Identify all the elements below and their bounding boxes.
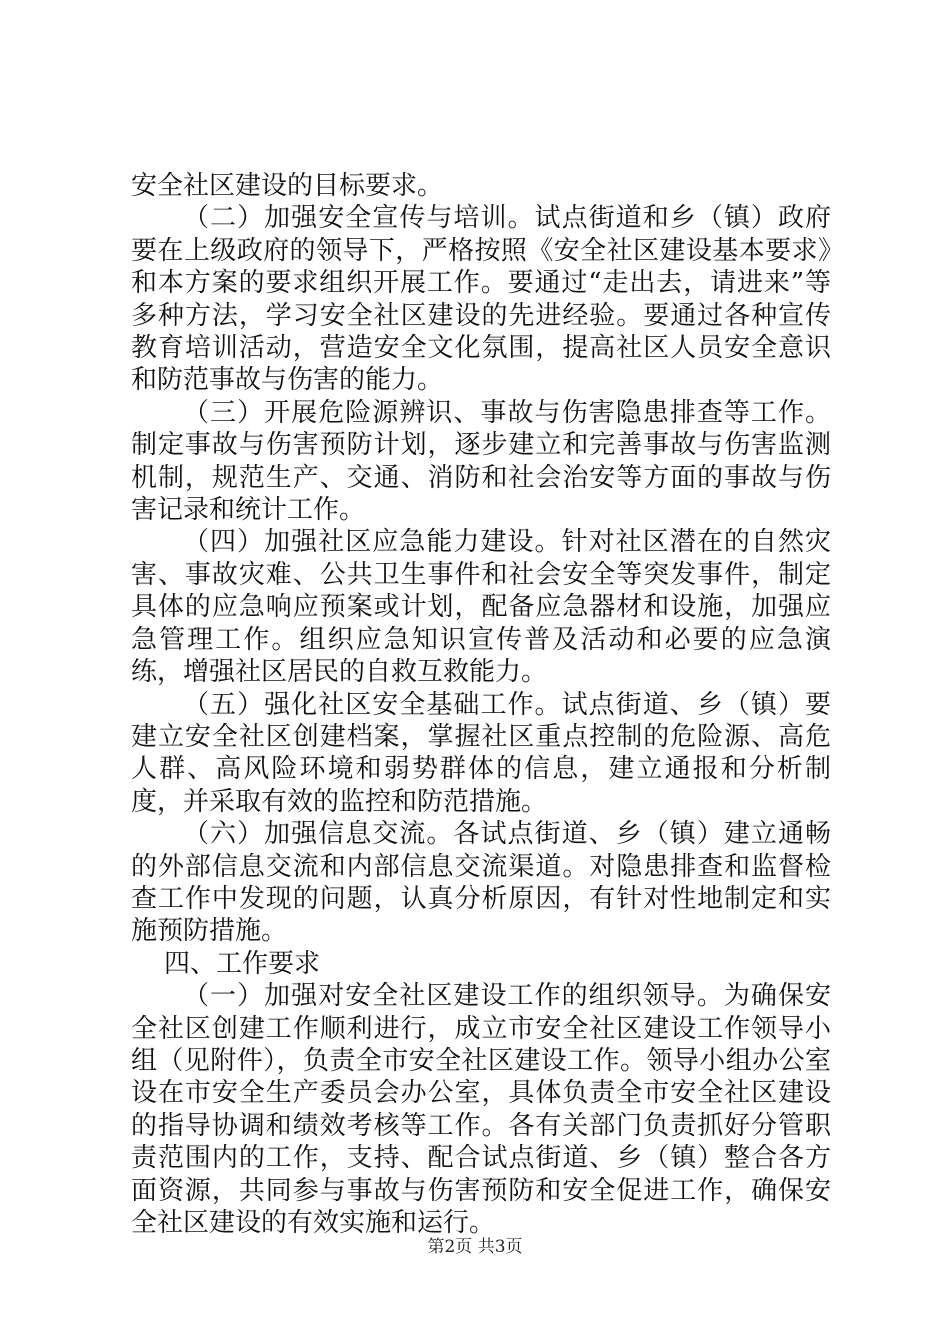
paragraph-organizational-leadership: （一）加强对安全社区建设工作的组织领导。为确保安全社区创建工作顺利进行，成立市安全社区建设工作领导小组（见附件），负责全市安全社区建设工作。领导小组办公室设在市安全生产委员会办公室，具体负责全市安全社区建设的指导协调和绩效考核等工作。各有关部门负责抓好分管职责范围内的工作，支持、配合试点街道、乡（镇）整合各方面资源，共同参与事故与伤害预防和安全促进工作，确保安全社区建设的有效实施和运行。 [131,981,831,1238]
paragraph-hazard-identification: （三）开展危险源辨识、事故与伤害隐患排查等工作。制定事故与伤害预防计划，逐步建立和完善事故与伤害监测机制，规范生产、交通、消防和社会治安等方面的事故与伤害记录和统计工作。 [131,397,831,526]
paragraph-information-exchange: （六）加强信息交流。各试点街道、乡（镇）建立通畅的外部信息交流和内部信息交流渠道。对隐患排查和监督检查工作中发现的问题，认真分析原因，有针对性地制定和实施预防措施。 [131,819,831,947]
paragraph-continuation: 安全社区建设的目标要求。 [131,171,444,201]
document-body [131,170,831,1239]
paragraph-emergency-capacity: （四）加强社区应急能力建设。针对社区潜在的自然灾害、事故灾难、公共卫生事件和社会安全等突发事件，制定具体的应急响应预案或计划，配备应急器材和设施，加强应急管理工作。组织应急知识宣传普及活动和必要的应急演练，增强社区居民的自救互救能力。 [131,527,831,688]
section-heading-work-requirements: 四、工作要求 [164,948,321,979]
page-number-footer: 第2页 共3页 [427,1237,523,1257]
paragraph-publicity-training: （二）加强安全宣传与培训。试点街道和乡（镇）政府要在上级政府的领导下，严格按照《安全社区建设基本要求》和本方案的要求组织开展工作。要通过“走出去，请进来”等多种方法，学习安全社区建设的先进经验。要通过各种宣传教育培训活动，营造安全文化氛围，提高社区人员安全意识和防范事故与伤害的能力。 [131,203,831,396]
paragraph-safety-foundation: （五）强化社区安全基础工作。试点街道、乡（镇）要建立安全社区创建档案，掌握社区重点控制的危险源、高危人群、高风险环境和弱势群体的信息，建立通报和分析制度，并采取有效的监控和防范措施。 [131,689,831,817]
